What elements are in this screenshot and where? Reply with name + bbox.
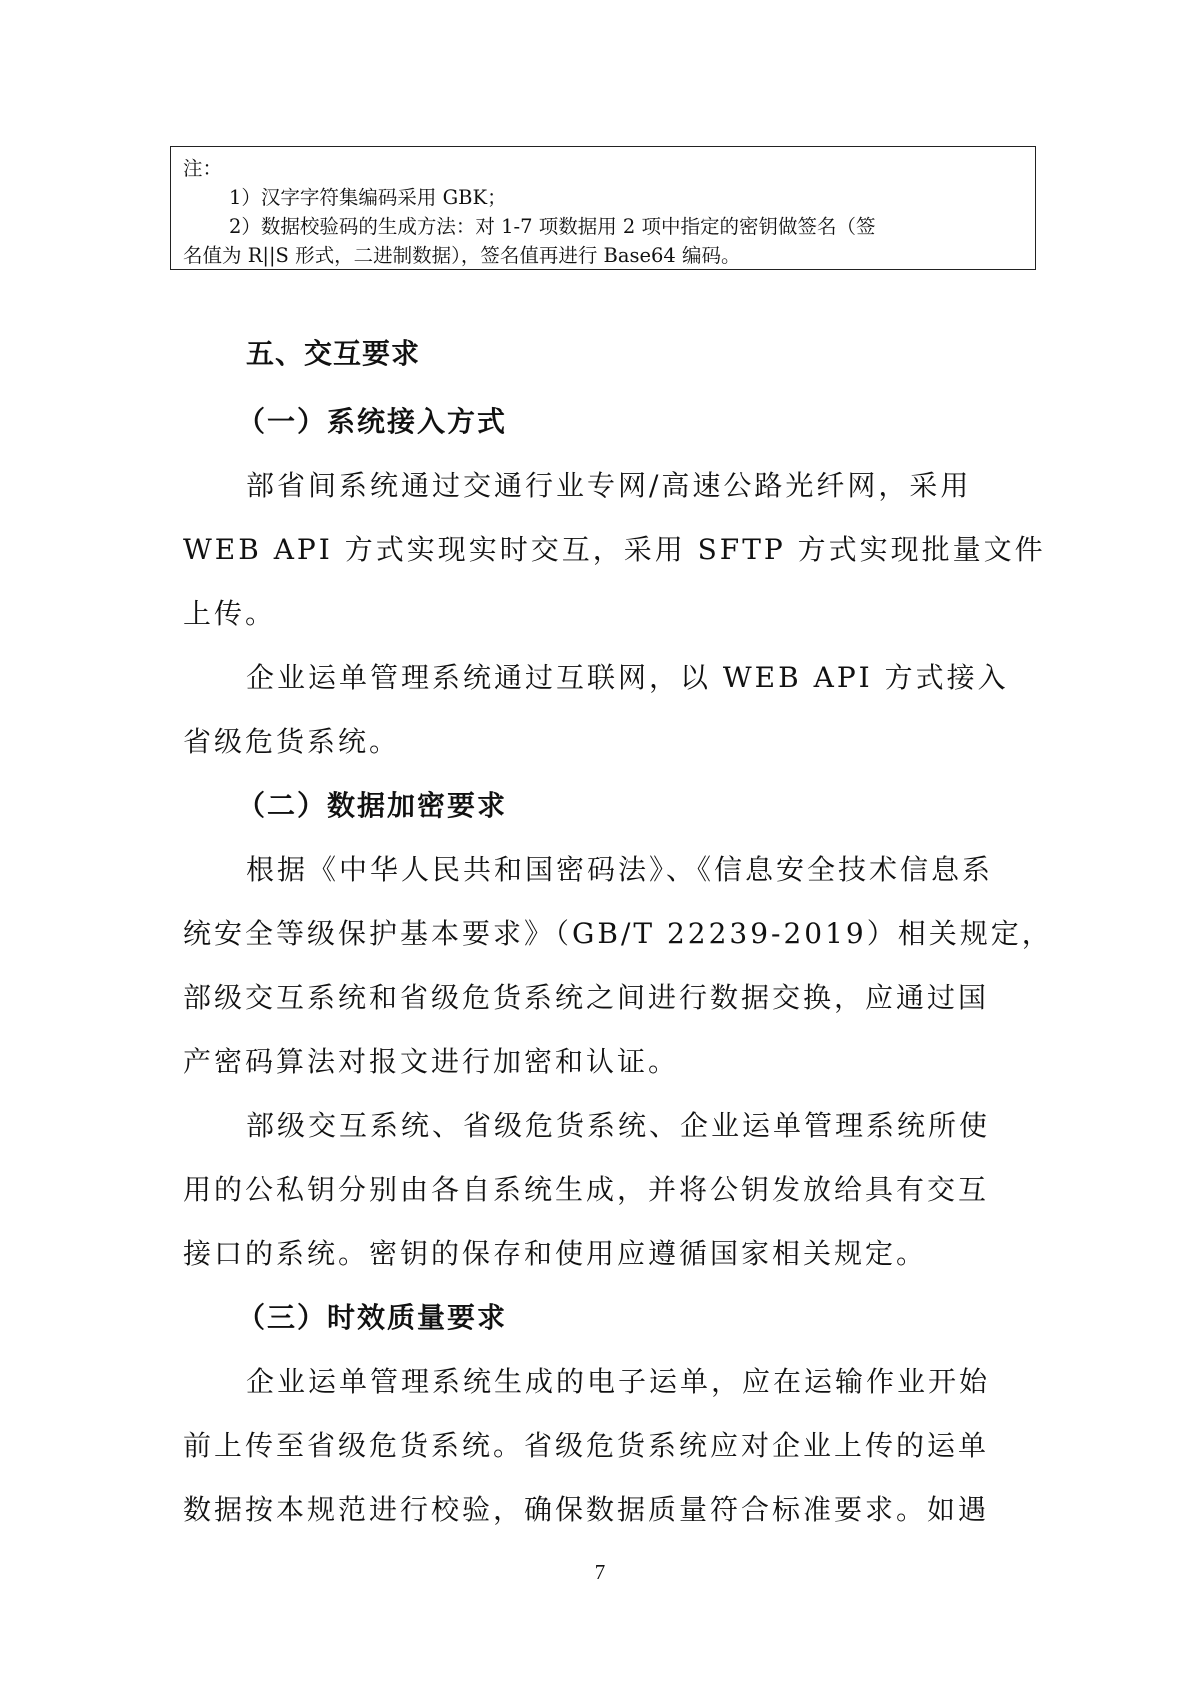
paragraph-line: 部级交互系统和省级危货系统之间进行数据交换，应通过国: [183, 981, 990, 1014]
subsection-heading-2: （二）数据加密要求: [237, 789, 508, 822]
paragraph-line: 根据《中华人民共和国密码法》、《信息安全技术信息系: [246, 853, 994, 886]
paragraph-line: WEB API 方式实现实时交互，采用 SFTP 方式实现批量文件: [183, 533, 1046, 566]
paragraph-line: 省级危货系统。: [183, 725, 401, 758]
note-box: [170, 146, 1036, 270]
paragraph-line: 部省间系统通过交通行业专网/高速公路光纤网，采用: [246, 469, 972, 502]
document-body: [183, 318, 1053, 1542]
subsection-heading-3: （三）时效质量要求: [237, 1301, 508, 1334]
paragraph: [183, 838, 1053, 1094]
subsection-heading-1: （一）系统接入方式: [237, 405, 508, 438]
paragraph: [183, 646, 1023, 774]
paragraph-line: 部级交互系统、省级危货系统、企业运单管理系统所使: [246, 1109, 991, 1142]
paragraph-line: 产密码算法对报文进行加密和认证。: [183, 1045, 680, 1078]
paragraph: [183, 454, 1046, 646]
paragraph-line: 上传。: [183, 597, 277, 630]
page-number: 7: [594, 1560, 606, 1584]
paragraph-line: 数据按本规范进行校验，确保数据质量符合标准要求。如遇: [183, 1493, 990, 1526]
note-item-2-line-1: 2）数据校验码的生成方法：对 1-7 项数据用 2 项中指定的密钥做签名（签: [229, 215, 876, 238]
note-item-2-line-2: 名值为 R||S 形式，二进制数据），签名值再进行 Base64 编码。: [183, 244, 741, 267]
section-heading: 五、交互要求: [246, 337, 421, 370]
paragraph-line: 统安全等级保护基本要求》（GB/T 22239-2019）相关规定，: [183, 917, 1053, 950]
paragraph-line: 接口的系统。密钥的保存和使用应遵循国家相关规定。: [183, 1237, 928, 1270]
paragraph-line: 前上传至省级危货系统。省级危货系统应对企业上传的运单: [183, 1429, 990, 1462]
paragraph: [183, 1094, 1023, 1286]
paragraph-line: 企业运单管理系统通过互联网，以 WEB API 方式接入: [246, 661, 1009, 694]
paragraph: [183, 1350, 1023, 1542]
note-item-1: 1）汉字字符集编码采用 GBK；: [229, 186, 507, 209]
note-title: 注：: [183, 157, 223, 180]
paragraph-line: 用的公私钥分别由各自系统生成，并将公钥发放给具有交互: [183, 1173, 990, 1206]
paragraph-line: 企业运单管理系统生成的电子运单，应在运输作业开始: [246, 1365, 991, 1398]
